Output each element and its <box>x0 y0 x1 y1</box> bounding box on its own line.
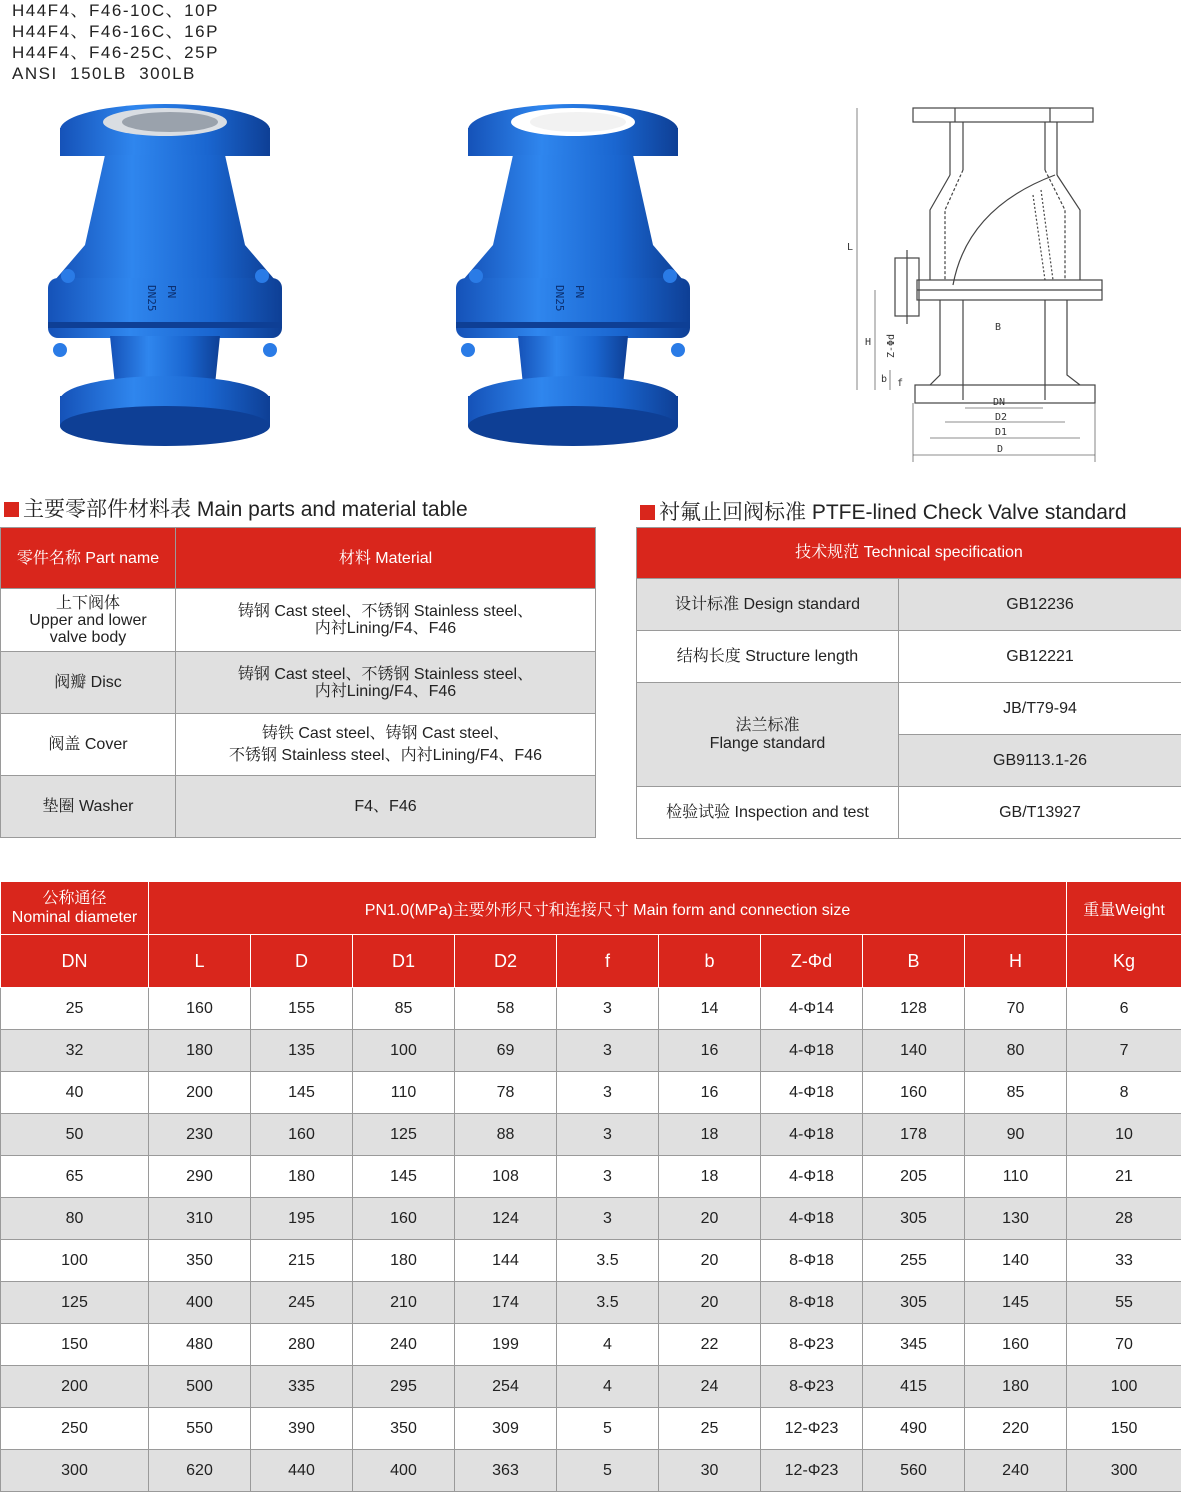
table-cell: 155 <box>251 988 353 1030</box>
table-cell: 160 <box>251 1114 353 1156</box>
table-cell: 350 <box>353 1408 455 1450</box>
table-cell: 8-Φ18 <box>761 1240 863 1282</box>
part-cell: 阀瓣 Disc <box>1 652 176 714</box>
svg-text:DN25: DN25 <box>553 285 566 312</box>
table-cell: 69 <box>455 1030 557 1072</box>
table-cell: 160 <box>353 1198 455 1240</box>
dim-H: H <box>865 337 871 348</box>
table-row <box>1 1366 1181 1408</box>
dim-b: b <box>881 374 887 385</box>
col-kg: Kg <box>1067 935 1181 988</box>
table-cell: 480 <box>149 1324 251 1366</box>
table-cell: 110 <box>965 1156 1067 1198</box>
table-cell: 350 <box>149 1240 251 1282</box>
table-cell: 4-Φ14 <box>761 988 863 1030</box>
table-cell: 40 <box>1 1072 149 1114</box>
table-cell: 8-Φ23 <box>761 1366 863 1408</box>
table-cell: 78 <box>455 1072 557 1114</box>
table-cell: 3 <box>557 1114 659 1156</box>
dim-L: L <box>847 242 853 253</box>
table-cell: 310 <box>149 1198 251 1240</box>
table-cell: 20 <box>659 1198 761 1240</box>
table-cell: 230 <box>149 1114 251 1156</box>
table-cell: 14 <box>659 988 761 1030</box>
table-cell: 550 <box>149 1408 251 1450</box>
table-cell: 3 <box>557 1198 659 1240</box>
table-cell: 199 <box>455 1324 557 1366</box>
table-cell: 145 <box>251 1072 353 1114</box>
table-cell: 12-Φ23 <box>761 1450 863 1492</box>
table-cell: 33 <box>1067 1240 1181 1282</box>
dimensions-table <box>0 881 1181 1492</box>
header-part-name: 零件名称 Part name <box>1 528 176 589</box>
table-cell: 500 <box>149 1366 251 1408</box>
svg-text:PN: PN <box>165 285 178 298</box>
table-cell: 215 <box>251 1240 353 1282</box>
material-cell: F4、F46 <box>176 776 596 838</box>
table-cell: 88 <box>455 1114 557 1156</box>
spec-label: 检验试验 Inspection and test <box>637 787 899 839</box>
col-f: f <box>557 935 659 988</box>
table-cell: 16 <box>659 1072 761 1114</box>
table-cell: 345 <box>863 1324 965 1366</box>
table-cell: 160 <box>965 1324 1067 1366</box>
table-cell: 180 <box>353 1240 455 1282</box>
table-cell: 125 <box>1 1282 149 1324</box>
table-cell: 210 <box>353 1282 455 1324</box>
table-row <box>1 1198 1181 1240</box>
col-b: b <box>659 935 761 988</box>
table-cell: 3 <box>557 1072 659 1114</box>
table-cell: 20 <box>659 1240 761 1282</box>
table-cell: 18 <box>659 1156 761 1198</box>
table-cell: 10 <box>1067 1114 1181 1156</box>
table-cell: 125 <box>353 1114 455 1156</box>
table-cell: 178 <box>863 1114 965 1156</box>
table-cell: 3.5 <box>557 1240 659 1282</box>
table-cell: 100 <box>1067 1366 1181 1408</box>
col-B: B <box>863 935 965 988</box>
spec-value: JB/T79-94 <box>899 683 1181 735</box>
table-cell: 18 <box>659 1114 761 1156</box>
table-cell: 50 <box>1 1114 149 1156</box>
table-cell: 70 <box>965 988 1067 1030</box>
valve-section-drawing <box>845 100 1120 470</box>
table-cell: 28 <box>1067 1198 1181 1240</box>
tech-spec-table <box>636 527 1181 839</box>
table-cell: 140 <box>965 1240 1067 1282</box>
spec-label: 结构长度 Structure length <box>637 631 899 683</box>
table-cell: 363 <box>455 1450 557 1492</box>
table-cell: 6 <box>1067 988 1181 1030</box>
table-cell: 100 <box>353 1030 455 1072</box>
table-cell: 8 <box>1067 1072 1181 1114</box>
table-cell: 22 <box>659 1324 761 1366</box>
red-square-icon <box>640 505 655 520</box>
table-row <box>1 1240 1181 1282</box>
table-cell: 55 <box>1067 1282 1181 1324</box>
table-cell: 300 <box>1067 1450 1181 1492</box>
header-material: 材料 Material <box>176 528 596 589</box>
table-cell: 25 <box>659 1408 761 1450</box>
table-cell: 255 <box>863 1240 965 1282</box>
table-cell: 21 <box>1067 1156 1181 1198</box>
table-cell: 5 <box>557 1450 659 1492</box>
table-cell: 20 <box>659 1282 761 1324</box>
table-cell: 140 <box>863 1030 965 1072</box>
table-row <box>1 1030 1181 1072</box>
table-cell: 174 <box>455 1282 557 1324</box>
model-line: H44F4、F46-16C、16P <box>12 21 219 42</box>
table-cell: 144 <box>455 1240 557 1282</box>
part-cell: 垫圈 Washer <box>1 776 176 838</box>
table-cell: 85 <box>965 1072 1067 1114</box>
dim-D: D <box>997 444 1003 455</box>
table-cell: 400 <box>353 1450 455 1492</box>
spec-value: GB12221 <box>899 631 1181 683</box>
table-cell: 25 <box>1 988 149 1030</box>
table-cell: 290 <box>149 1156 251 1198</box>
table-cell: 295 <box>353 1366 455 1408</box>
table-row <box>1 1450 1181 1492</box>
table-cell: 280 <box>251 1324 353 1366</box>
weight-header: 重量Weight <box>1067 882 1181 935</box>
table-row <box>1 1114 1181 1156</box>
table-cell: 3 <box>557 988 659 1030</box>
col-DN: DN <box>1 935 149 988</box>
table-row <box>1 1282 1181 1324</box>
col-D2: D2 <box>455 935 557 988</box>
table-cell: 180 <box>149 1030 251 1072</box>
dim-f: f <box>897 378 903 389</box>
table-cell: 100 <box>1 1240 149 1282</box>
table-cell: 440 <box>251 1450 353 1492</box>
table-cell: 90 <box>965 1114 1067 1156</box>
table-cell: 24 <box>659 1366 761 1408</box>
table-cell: 4 <box>557 1366 659 1408</box>
valve-photo-gray-lining <box>40 100 290 470</box>
col-L: L <box>149 935 251 988</box>
table-cell: 124 <box>455 1198 557 1240</box>
table-cell: 65 <box>1 1156 149 1198</box>
table-cell: 390 <box>251 1408 353 1450</box>
model-line: H44F4、F46-25C、25P <box>12 42 219 63</box>
table-cell: 110 <box>353 1072 455 1114</box>
table-cell: 250 <box>1 1408 149 1450</box>
table-cell: 8-Φ18 <box>761 1282 863 1324</box>
table-cell: 415 <box>863 1366 965 1408</box>
col-D: D <box>251 935 353 988</box>
dim-B: B <box>995 322 1001 333</box>
spec-value: GB9113.1-26 <box>899 735 1181 787</box>
table-cell: 3 <box>557 1156 659 1198</box>
dim-D1: D1 <box>995 427 1007 438</box>
table-cell: 3.5 <box>557 1282 659 1324</box>
table-cell: 7 <box>1067 1030 1181 1072</box>
part-cell: 阀盖 Cover <box>1 714 176 776</box>
svg-text:DN25: DN25 <box>145 285 158 312</box>
material-cell: 铸钢 Cast steel、不锈钢 Stainless steel、 内衬Lining/F4、F46 <box>176 589 596 652</box>
table-cell: 4-Φ18 <box>761 1114 863 1156</box>
dim-DN: DN <box>993 397 1005 408</box>
model-line: H44F4、F46-10C、10P <box>12 0 219 21</box>
valve-photo-white-lining <box>448 100 698 470</box>
table-cell: 240 <box>353 1324 455 1366</box>
spec-label: 设计标准 Design standard <box>637 579 899 631</box>
table-cell: 12-Φ23 <box>761 1408 863 1450</box>
spec-value: GB12236 <box>899 579 1181 631</box>
spec-label: 法兰标准 Flange standard <box>637 683 899 787</box>
red-square-icon <box>4 502 19 517</box>
table-cell: 70 <box>1067 1324 1181 1366</box>
table-cell: 80 <box>1 1198 149 1240</box>
table-cell: 150 <box>1067 1408 1181 1450</box>
table-cell: 200 <box>149 1072 251 1114</box>
main-form-header: PN1.0(MPa)主要外形尺寸和连接尺寸 Main form and connection size <box>149 882 1067 935</box>
table-cell: 145 <box>353 1156 455 1198</box>
table-cell: 80 <box>965 1030 1067 1072</box>
model-line: ANSI 150LB 300LB <box>12 63 219 84</box>
table-cell: 4 <box>557 1324 659 1366</box>
spec-section-title: 衬氟止回阀标准 PTFE-lined Check Valve standard <box>640 496 1127 526</box>
col-D1: D1 <box>353 935 455 988</box>
nominal-diameter-header: 公称通径 Nominal diameter <box>1 882 149 935</box>
table-cell: 58 <box>455 988 557 1030</box>
table-cell: 4-Φ18 <box>761 1156 863 1198</box>
table-cell: 309 <box>455 1408 557 1450</box>
table-cell: 32 <box>1 1030 149 1072</box>
spec-value: GB/T13927 <box>899 787 1181 839</box>
table-cell: 335 <box>251 1366 353 1408</box>
parts-material-table <box>0 527 596 838</box>
table-cell: 30 <box>659 1450 761 1492</box>
table-cell: 135 <box>251 1030 353 1072</box>
table-cell: 16 <box>659 1030 761 1072</box>
table-cell: 160 <box>863 1072 965 1114</box>
table-cell: 5 <box>557 1408 659 1450</box>
table-cell: 220 <box>965 1408 1067 1450</box>
table-row <box>1 1408 1181 1450</box>
table-cell: 130 <box>965 1198 1067 1240</box>
table-cell: 180 <box>965 1366 1067 1408</box>
col-z-d: Z-Φd <box>761 935 863 988</box>
spec-header: 技术规范 Technical specification <box>637 528 1181 579</box>
table-cell: 4-Φ18 <box>761 1030 863 1072</box>
table-cell: 490 <box>863 1408 965 1450</box>
table-cell: 3 <box>557 1030 659 1072</box>
table-row <box>1 1324 1181 1366</box>
table-cell: 8-Φ23 <box>761 1324 863 1366</box>
table-cell: 150 <box>1 1324 149 1366</box>
table-cell: 620 <box>149 1450 251 1492</box>
table-row <box>1 988 1181 1030</box>
table-cell: 205 <box>863 1156 965 1198</box>
table-cell: 300 <box>1 1450 149 1492</box>
table-cell: 160 <box>149 988 251 1030</box>
table-cell: 145 <box>965 1282 1067 1324</box>
part-cell: 上下阀体 Upper and lower valve body <box>1 589 176 652</box>
table-cell: 560 <box>863 1450 965 1492</box>
table-cell: 305 <box>863 1198 965 1240</box>
model-list <box>12 0 219 84</box>
table-cell: 180 <box>251 1156 353 1198</box>
material-cell: 铸铁 Cast steel、铸钢 Cast steel、 不锈钢 Stainless steel、内衬Lining/F4、F46 <box>176 714 596 776</box>
table-row <box>1 1072 1181 1114</box>
table-row <box>1 1156 1181 1198</box>
table-cell: 4-Φ18 <box>761 1198 863 1240</box>
dim-z: Z-Φd <box>886 334 897 358</box>
table-cell: 240 <box>965 1450 1067 1492</box>
table-cell: 200 <box>1 1366 149 1408</box>
table-cell: 245 <box>251 1282 353 1324</box>
table-cell: 85 <box>353 988 455 1030</box>
col-H: H <box>965 935 1067 988</box>
table-cell: 128 <box>863 988 965 1030</box>
svg-text:PN: PN <box>573 285 586 298</box>
table-cell: 108 <box>455 1156 557 1198</box>
material-cell: 铸钢 Cast steel、不锈钢 Stainless steel、 内衬Lining/F4、F46 <box>176 652 596 714</box>
parts-section-title: 主要零部件材料表 Main parts and material table <box>4 493 468 523</box>
table-cell: 4-Φ18 <box>761 1072 863 1114</box>
table-cell: 400 <box>149 1282 251 1324</box>
table-cell: 305 <box>863 1282 965 1324</box>
table-cell: 195 <box>251 1198 353 1240</box>
dim-D2: D2 <box>995 412 1007 423</box>
table-cell: 254 <box>455 1366 557 1408</box>
